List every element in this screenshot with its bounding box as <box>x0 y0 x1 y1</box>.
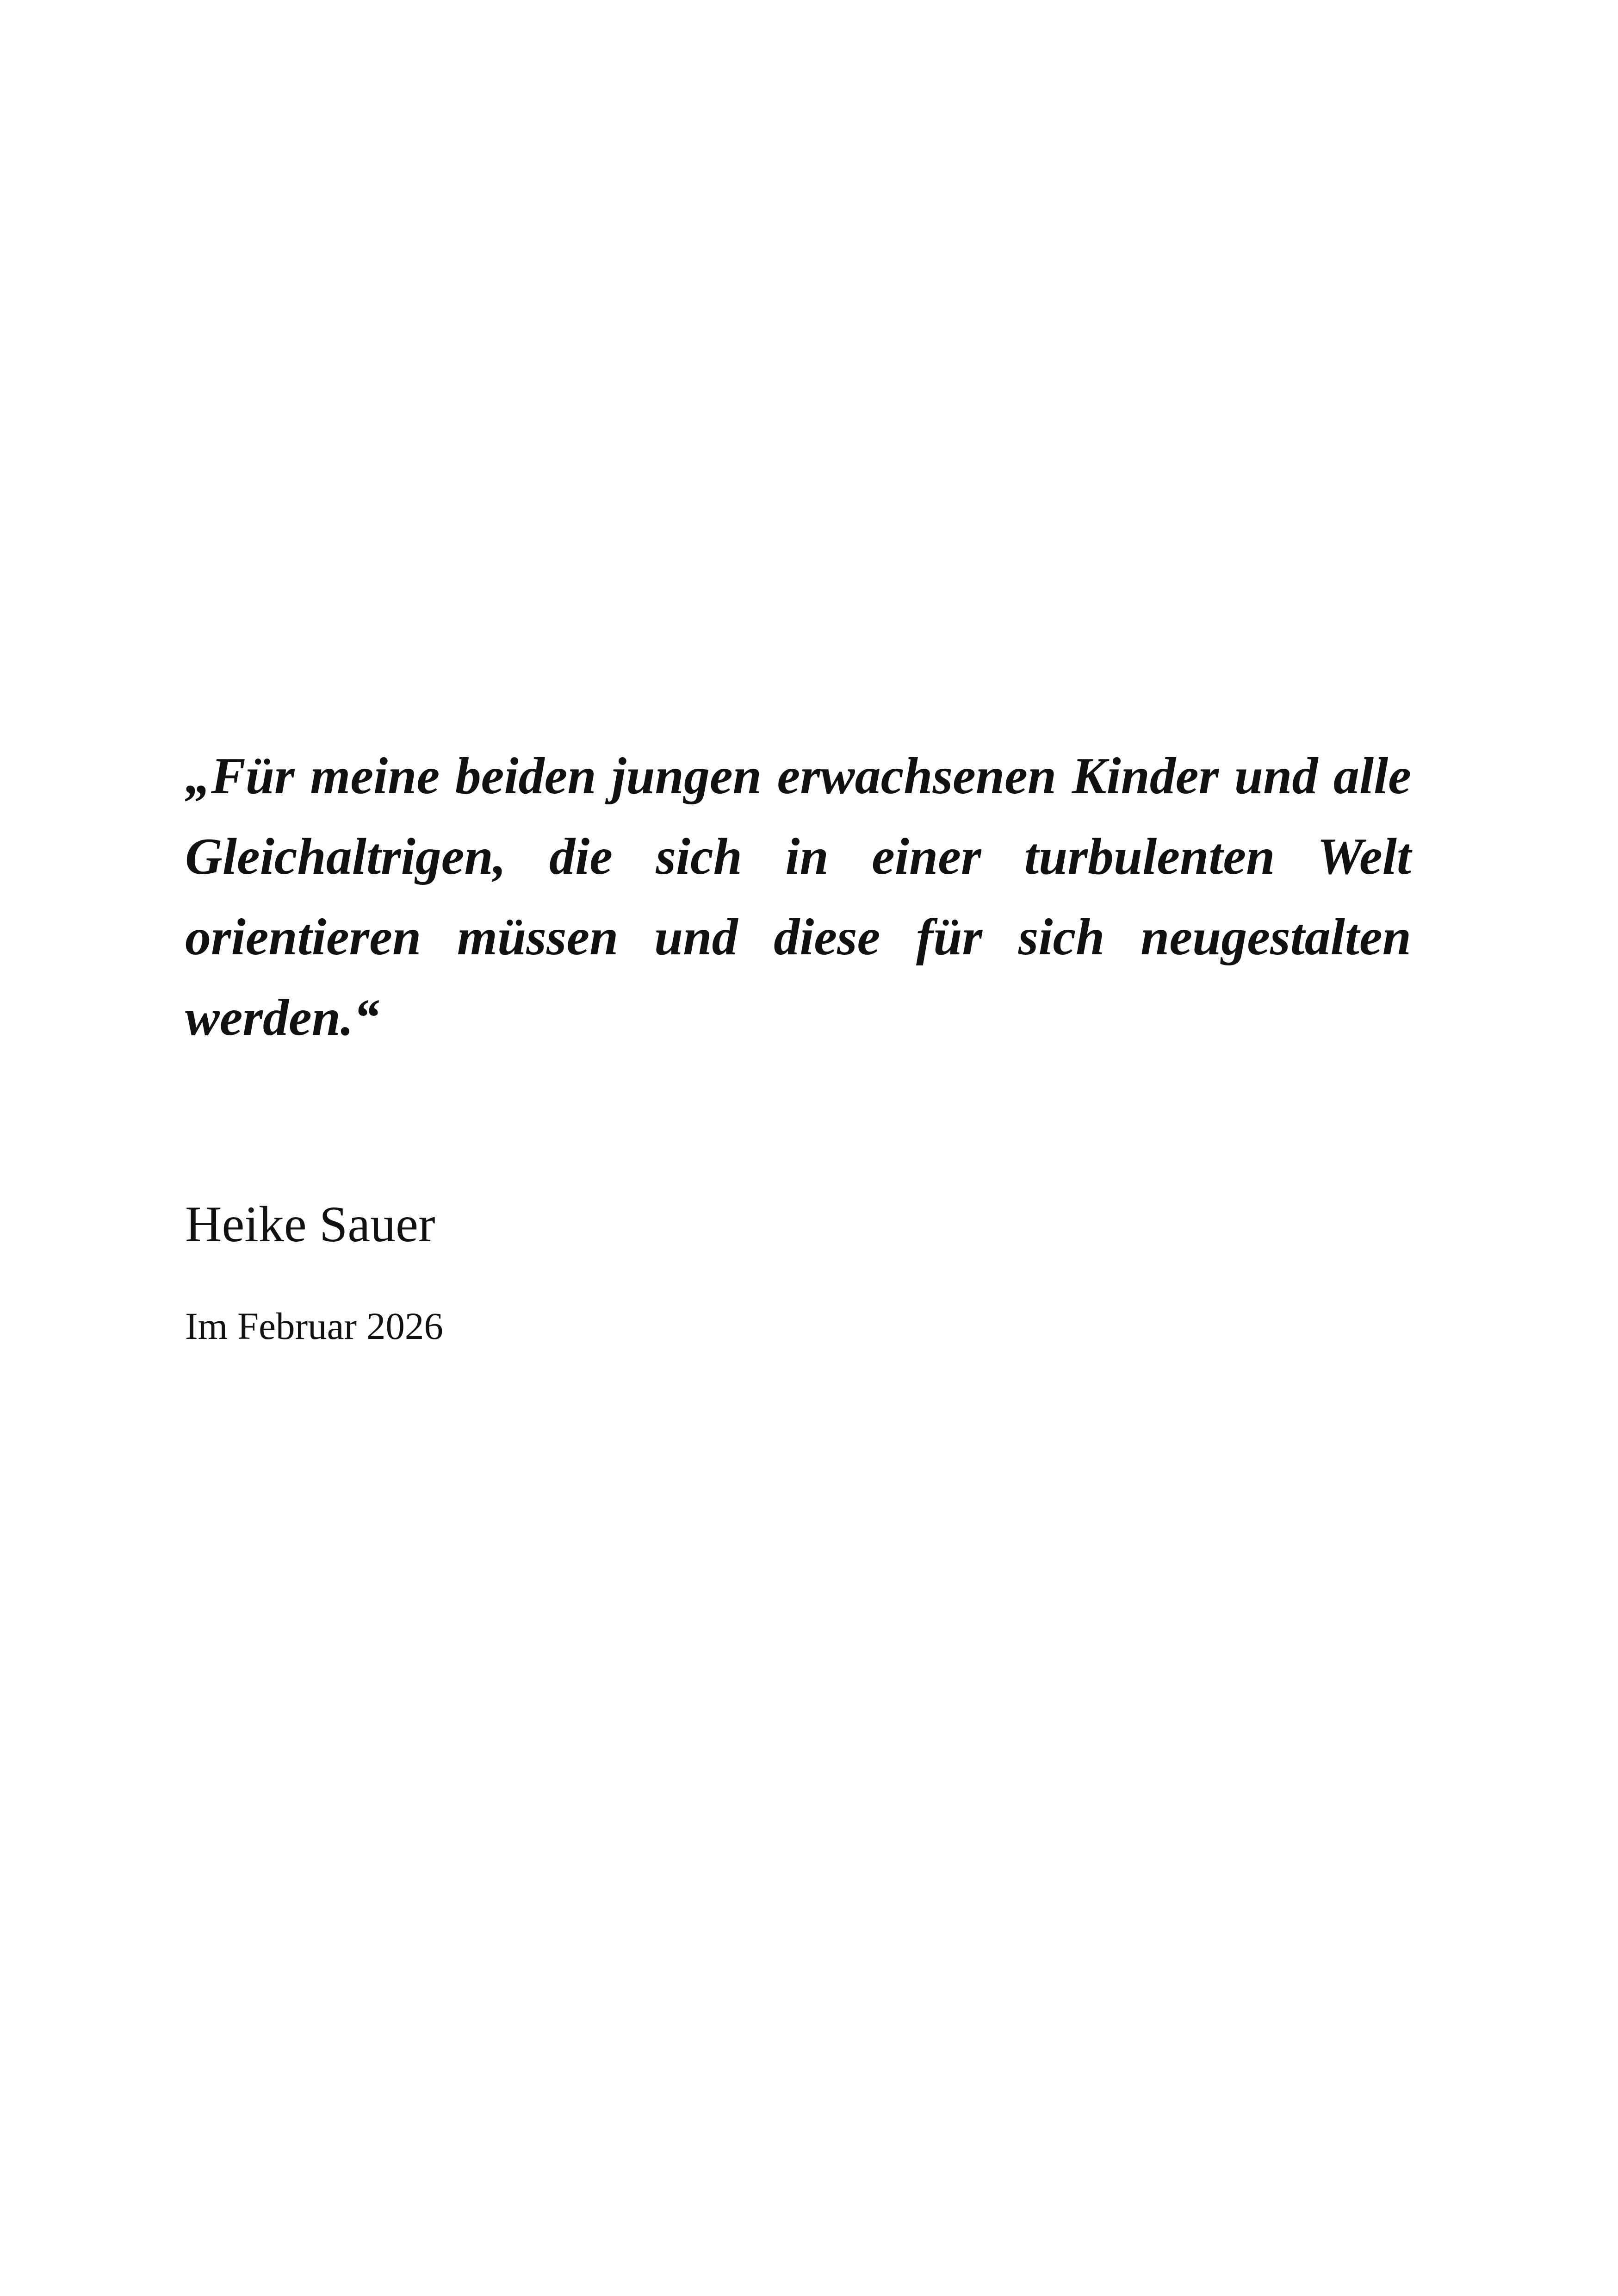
dedication-quote: „Für meine beiden jungen erwachsenen Kinder und alle Gleichaltrigen, die sich in einer turbulenten Welt orientieren müssen und diese für sich neugestalten werden.“ <box>185 747 1411 1046</box>
author-name: Heike Sauer <box>185 1196 435 1252</box>
date-line: Im Februar 2026 <box>185 1305 443 1347</box>
